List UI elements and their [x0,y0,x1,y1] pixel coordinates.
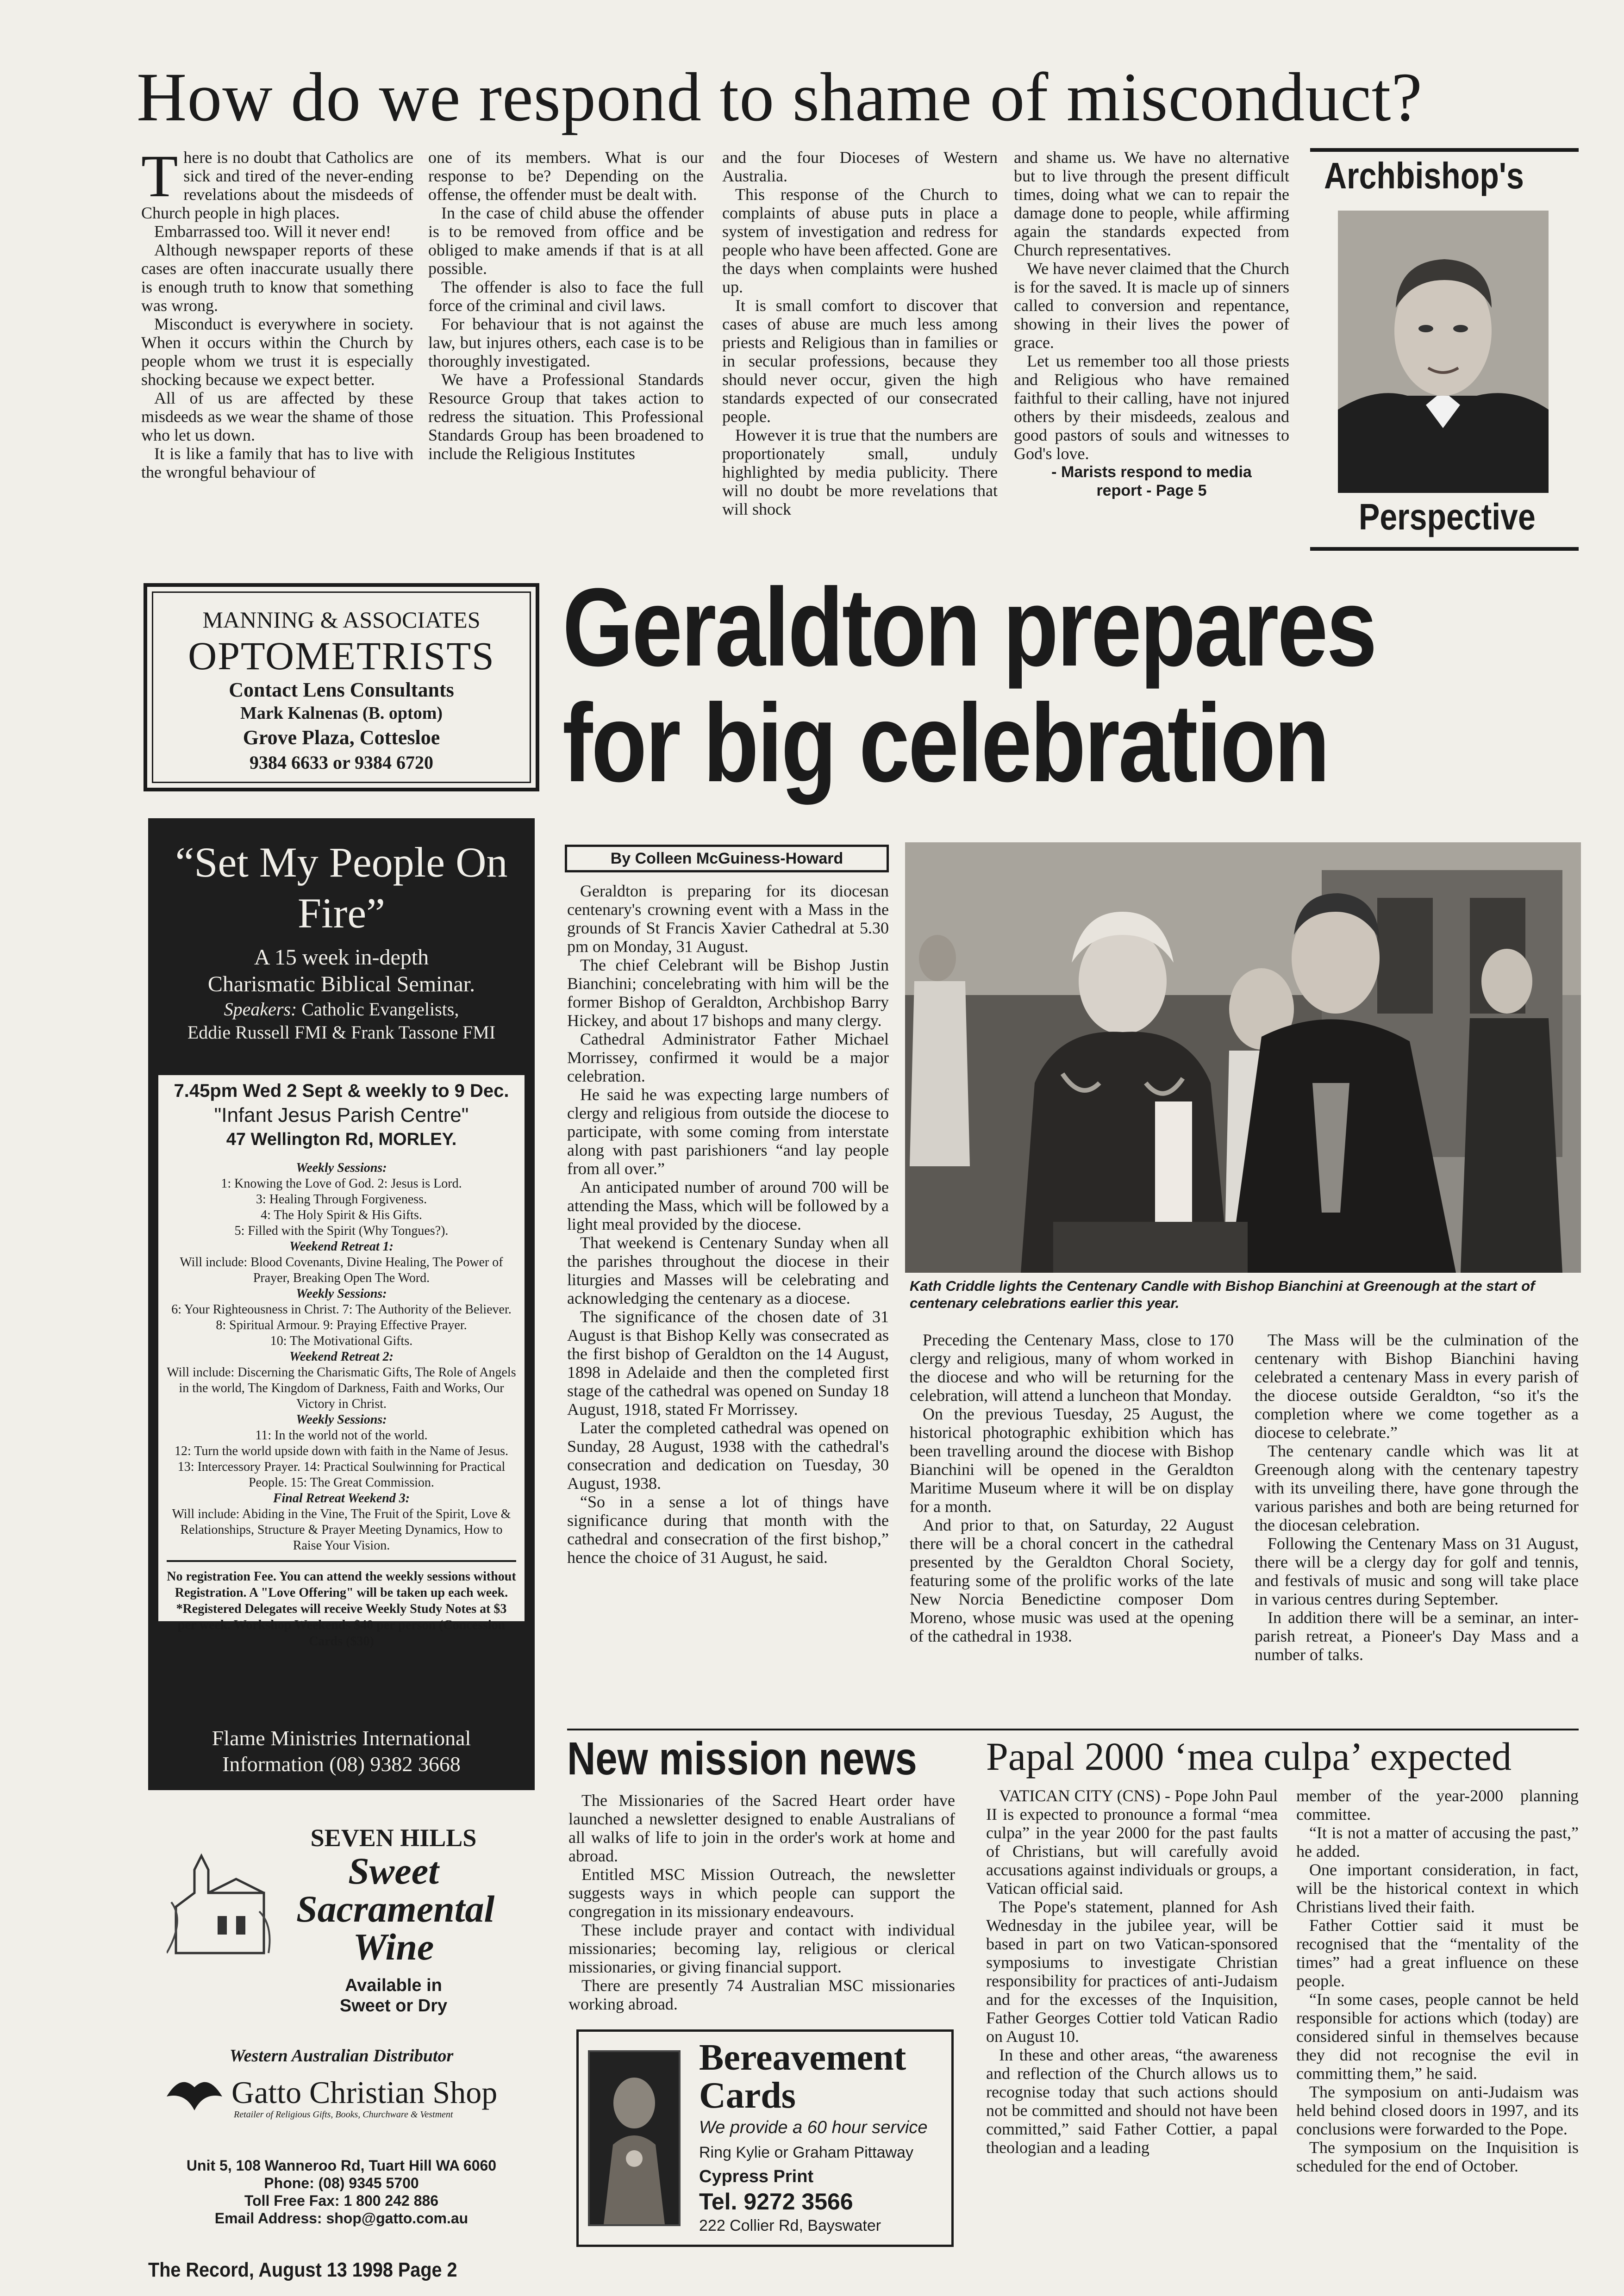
schedule-item: 10: The Motivational Gifts. [270,1334,413,1348]
paragraph: Let us remember too all those priests and Religious who have remained faithful to their calling, have not injured others by their misdeeds, zealous and good pastors of souls and witnesses to God's love. [1014,352,1289,463]
schedule-heading: Weekend Retreat 1: [289,1239,394,1254]
perspective-top-rule [1310,148,1579,152]
bereavement-line5: 222 Collier Rd, Bayswater [699,2217,881,2234]
seminar-note: No registration Fee. You can attend the weekly sessions without Registration. A "Love Offering" will be taken up each week. *Registered Delegates will receive Weekly Study Notes at $3 per week. Workshop Weekends $40 per person (Concession Cards ($30) [167,1569,516,1649]
perspective-title-bottom: Perspective [1359,496,1536,537]
opt-line6: 9384 6633 or 9384 6720 [249,752,434,773]
page-footer: The Record, August 13 1998 Page 2 [148,2259,457,2281]
schedule-item: 4: The Holy Spirit & His Gifts. [261,1208,422,1222]
paragraph: Cathedral Administrator Father Michael Morrissey, confirmed it would be a major celebration. [567,1030,889,1085]
wine-distributor: Western Australian Distributor [229,2046,454,2066]
wine-ad [148,1814,535,2157]
top-headline: How do we respond to shame of misconduct? [137,59,1423,136]
main-headline-line1: Geraldton prepares [562,565,1376,689]
schedule-item: 11: In the world not of the world. [255,1428,428,1443]
bereavement-line3: Cypress Print [699,2167,814,2186]
paragraph: That weekend is Centenary Sunday when all the parishes throughout the diocese in their liturgies and Masses will be celebrating and acknowledging the centenary as a diocese. [567,1233,889,1307]
byline [565,845,889,872]
paragraph: Following the Centenary Mass on 31 August, there will be a clergy day for golf and tennis, and festivals of music and song will take place in various centres during September. [1255,1534,1579,1608]
paragraph: For behaviour that is not against the law, but injures others, each case is to be thoroughly investigated. [428,315,704,370]
paragraph: The chief Celebrant will be Bishop Justin Bianchini; concelebrating with him will be the former Bishop of Geraldton, Archbishop Barry Hickey, and about 17 bishops and many clergy. [567,956,889,1030]
paragraph: and the four Dioceses of Western Australia. [722,148,998,185]
paragraph: “It is not a matter of accusing the past,” he added. [1296,1823,1579,1860]
papal-col2 [1296,1786,1579,2175]
paragraph: Geraldton is preparing for its diocesan centenary's crowning event with a Mass in the grounds of St Francis Xavier Cathedral at 5.30 pm on Monday, 31 August. [567,882,889,956]
opt-line5: Grove Plaza, Cottesloe [243,726,440,749]
seminar-ad [148,818,535,1790]
paragraph: The significance of the chosen date of 31 August is that Bishop Kelly was consecrated as the first bishop of Geraldton on the 14 August, 1898 in Adelaide and then the completed first stage of the cathedral was opened on Sunday 18 August, 1918, stated Fr Morrissey. [567,1307,889,1419]
wine-line2: Sweet [348,1850,439,1892]
seminar-sub2: Charismatic Biblical Seminar. [207,972,475,996]
bereavement-line4: Tel. 9272 3566 [699,2189,853,2215]
paragraph: Entitled MSC Mission Outreach, the newsletter suggests ways in which people can support the congregation in its missionary endeavours. [568,1865,955,1921]
seminar-sub1: A 15 week in-depth [254,945,429,970]
paragraph: One important consideration, in fact, will be the historical context in which Christians lived their faith. [1296,1860,1579,1916]
main-story-col2 [910,1331,1234,1645]
mid-separator [567,1729,1579,1730]
mission-story [568,1791,955,2013]
bereavement-line1: We provide a 60 hour service [699,2118,928,2137]
wine-addr: Unit 5, 108 Wanneroo Rd, Tuart Hill WA 6060 [186,2157,497,2174]
paragraph: This response of the Church to complaints of abuse puts in place a system of investigation and redress for people who have been affected. Gone are the days when complaints were hushed up. [722,185,998,296]
dove-icon [162,2069,227,2120]
paragraph: It is like a family that has to live with the wrongful behaviour of [141,444,413,481]
opt-line2: OPTOMETRISTS [188,634,495,678]
perspective-bottom-rule [1310,547,1579,551]
paragraph: The offender is also to face the full force of the criminal and civil laws. [428,278,704,315]
paragraph: “In some cases, people cannot be held responsible for actions which (today) are considered sinful in themselves because they did not recognise the evil in committing them,” he said. [1296,1990,1579,2083]
perspective-title-top: Archbishop's [1324,155,1524,196]
seminar-address: 47 Wellington Rd, MORLEY. [226,1130,457,1149]
paragraph: The symposium on anti-Judaism was held behind closed doors in 1997, and its conclusions were forwarded to the Pope. [1296,2083,1579,2138]
paragraph: In the case of child abuse the offender is to be removed from office and be obliged to make amends if that is at all possible. [428,204,704,278]
wine-shop-sub: Retailer of Religious Gifts, Books, Churchware & Vestment [234,2109,453,2120]
schedule-heading: Final Retreat Weekend 3: [273,1491,410,1506]
schedule-heading: Weekend Retreat 2: [289,1350,394,1364]
seminar-time: 7.45pm Wed 2 Sept & weekly to 9 Dec. [174,1081,509,1101]
dropcap: T [141,143,178,210]
archbishop-portrait [1338,211,1549,493]
paragraph: Embarrassed too. Will it never end! [154,222,391,241]
paragraph: All of us are affected by these misdeeds as we wear the shame of those who let us down. [141,389,413,444]
schedule-heading: Weekly Sessions: [296,1287,387,1301]
top-col1-paras [141,143,413,481]
paragraph: “So in a sense a lot of things have significance during that month with the cathedral and consecration of the first bishop,” hence the choice of 31 August, he said. [567,1493,889,1567]
paragraph: The Mass will be the culmination of the centenary with Bishop Bianchini having celebrated a centenary Mass in every parish of the diocese outside Geraldton, “so it's the completion where we come together as a diocese to celebrate.” [1255,1331,1579,1442]
paragraph: here is no doubt that Catholics are sick and tired of the never-ending revelations about the misdeeds of Church people in high places. [141,148,413,222]
wine-avail2: Sweet or Dry [339,1996,448,2016]
paragraph: one of its members. What is our response to be? Depending on the offense, the offender must be dealt with. [428,148,704,204]
byline-text: By Colleen McGuiness-Howard [610,850,843,867]
wine-fax: Toll Free Fax: 1 800 242 886 [244,2192,439,2209]
bereavement-ad [576,2029,954,2247]
centenary-candle-photo [905,842,1581,1273]
main-headline-line2: for big celebration [562,681,1329,805]
seminar-footer2: Information (08) 9382 3668 [222,1752,461,1776]
paragraph: And prior to that, on Saturday, 22 August there will be a choral concert in the cathedral presented by the Geraldton Choral Society, featuring some of the prolific works of the late New Norcia Benedictine composer Dom Moreno, whose music was used at the opening of the cathedral in 1938. [910,1516,1234,1645]
paragraph: It is small comfort to discover that cases of abuse are much less among priests and Religious than in families or in secular professions, because they should never occur, given the high standards expected of our consecrated people. [722,296,998,426]
seminar-speakers-rest: Catholic Evangelists, [297,999,459,1020]
wine-email: Email Address: shop@gatto.com.au [214,2210,468,2227]
paragraph: The Missionaries of the Sacred Heart order have launched a newsletter designed to enable Australians of all walks of life to join in the order's work at home and abroad. [568,1791,955,1865]
paragraph: The symposium on the Inquisition is scheduled for the end of October. [1296,2138,1579,2175]
top-story-col2 [428,148,704,463]
papal-headline: Papal 2000 ‘mea culpa’ expected [986,1734,1512,1779]
paragraph: Misconduct is everywhere in society. When it occurs within the Church by people whom we trust it is especially shocking because we expect better. [141,315,413,389]
schedule-item: 13: Intercessory Prayer. 14: Practical Soulwinning for Practical People. 15: The Great Commission. [177,1460,506,1490]
bereavement-title2: Cards [699,2075,796,2116]
wine-line3: Sacramental [296,1888,495,1930]
opt-line1: MANNING & ASSOCIATES [202,607,481,633]
top-story-col4 [1014,148,1289,500]
paragraph: and shame us. We have no alternative but to live through the present difficult times, doing what we can to repair the damage done to people, while affirming again the standards expected from Church representatives. [1014,148,1289,259]
schedule-item: 3: Healing Through Forgiveness. [256,1192,427,1207]
papal-col1 [986,1786,1278,2157]
paragraph: member of the year-2000 planning committee. [1296,1786,1579,1823]
paragraph: An anticipated number of around 700 will be attending the Mass, which will be followed by a light meal provided by the diocese. [567,1178,889,1233]
main-story-col3 [1255,1331,1579,1664]
schedule-heading: Weekly Sessions: [296,1161,387,1175]
paragraph: There are presently 74 Australian MSC missionaries working abroad. [568,1976,955,2013]
paragraph: The Pope's statement, planned for Ash Wednesday in the jubilee year, will be based in part on two Vatican-sponsored symposiums to investigate Christian responsibility for practices of anti-Judaism and for the excesses of the Inquisition, Father Georges Cottier told Vatican Radio on August 10. [986,1898,1278,2046]
schedule-item: 1: Knowing the Love of God. 2: Jesus is Lord. [221,1176,462,1191]
paragraph: Father Cottier said it must be recognised that the “mentality of the times” had a great influence on these people. [1296,1916,1579,1990]
wine-phone: Phone: (08) 9345 5700 [264,2175,419,2191]
paragraph: In addition there will be a seminar, an inter-parish retreat, a Pioneer's Day Mass and a number of talks. [1255,1608,1579,1664]
page5-reference: - Marists respond to media report - Page 5 [1051,463,1252,499]
schedule-item: Will include: Abiding in the Vine, The Fruit of the Spirit, Love & Relationships, Structure & Prayer Meeting Dynamics, How to Raise Your Vision. [172,1507,511,1553]
seminar-title: “Set My People On Fire” [175,839,508,937]
wine-avail1: Available in [345,1976,442,1995]
schedule-item: 6: Your Righteousness in Christ. 7: The Authority of the Believer. 8: Spiritual Armour. 9: Praying Effective Prayer. [171,1302,512,1332]
church-illustration-icon [167,1851,273,1958]
paragraph: In these and other areas, “the awareness and reflection of the Church allows us to recognise today that such actions should not be committed and should not have been committed,” said Father Cottier, a papal theologian and a leading [986,2046,1278,2157]
bereavement-card-image [588,2050,681,2226]
seminar-speakers-names: Eddie Russell FMI & Frank Tassone FMI [187,1022,496,1043]
paragraph: We have never claimed that the Church is for the saved. It is macle up of sinners called to conversion and repentance, showing in their lives the power of grace. [1014,259,1289,352]
paragraph: He said he was expecting large numbers of clergy and religious from outside the diocese to participate, with some coming from interstate along with past parishioners “and lay people from all over.” [567,1085,889,1178]
mission-headline: New mission news [567,1733,917,1785]
schedule-heading: Weekly Sessions: [296,1412,387,1427]
paragraph: The centenary candle which was lit at Greenough along with the centenary tapestry with its unveiling there, have gone through the various parishes and both are being returned for the diocesan celebration. [1255,1442,1579,1534]
seminar-speakers-label: Speakers: [224,999,297,1020]
optometrists-ad [144,583,539,791]
top-story-col1 [141,143,413,481]
seminar-footer1: Flame Ministries International [212,1726,471,1750]
paragraph: These include prayer and contact with individual missionaries; becoming lay, religious or clerical missionaries, or giving financial support. [568,1921,955,1976]
photo-caption: Kath Criddle lights the Centenary Candle with Bishop Bianchini at Greenough at the start of centenary celebrations earlier this year. [910,1278,1535,1311]
paragraph: Later the completed cathedral was opened on Sunday, 28 August, 1938 with the cathedral's consecration and dedication on Tuesday, 30 August, 1938. [567,1419,889,1493]
paragraph: We have a Professional Standards Resource Group that takes action to redress the situation. This Professional Standards Group has been broadened to include the Religious Institutes [428,370,704,463]
wine-line4: Wine [353,1926,434,1968]
main-story-col1 [567,882,889,1567]
paragraph: Preceding the Centenary Mass, close to 170 clergy and religious, many of whom worked in the diocese and who will be returning for the celebration, will attend a luncheon that Monday. [910,1331,1234,1405]
schedule-item: Will include: Blood Covenants, Divine Healing, The Power of Prayer, Breaking Open The Word. [180,1255,503,1285]
schedule-item: Will include: Discerning the Charismatic Gifts, The Role of Angels in the world, The Kingdom of Darkness, Faith and Works, Our Victory in Christ. [167,1365,516,1411]
top-story-col3 [722,148,998,518]
schedule-item: 5: Filled with the Spirit (Why Tongues?). [234,1224,449,1238]
opt-line4: Mark Kalnenas (B. optom) [240,703,443,723]
bereavement-line2: Ring Kylie or Graham Pittaway [699,2144,913,2161]
paragraph: On the previous Tuesday, 25 August, the historical photographic exhibition which has been travelling around the diocese with Bishop Bianchini will be opened in the Geraldton Maritime Museum where it will be on display for a month. [910,1405,1234,1516]
paragraph: Although newspaper reports of these cases are often inaccurate usually there is enough truth to know that something was wrong. [141,241,413,315]
paragraph: However it is true that the numbers are proportionately small, unduly highlighted by media publicity. There will no doubt be more revelations that will shock [722,426,998,518]
paragraph: VATICAN CITY (CNS) - Pope John Paul II is expected to pronounce a formal “mea culpa” in the year 2000 for the past faults of Christians, but will carefully avoid accusations against individuals or groups, a Vatican official said. [986,1786,1278,1898]
seminar-venue: "Infant Jesus Parish Centre" [214,1104,469,1126]
seminar-schedule [167,1160,516,1554]
wine-shop: Gatto Christian Shop [231,2075,498,2110]
top-col4-paras [1014,148,1289,463]
wine-line1: SEVEN HILLS [310,1824,477,1852]
bereavement-title1: Bereavement [699,2037,906,2078]
schedule-item: 12: Turn the world upside down with faith in the Name of Jesus. [175,1444,508,1458]
opt-line3: Contact Lens Consultants [229,678,454,701]
